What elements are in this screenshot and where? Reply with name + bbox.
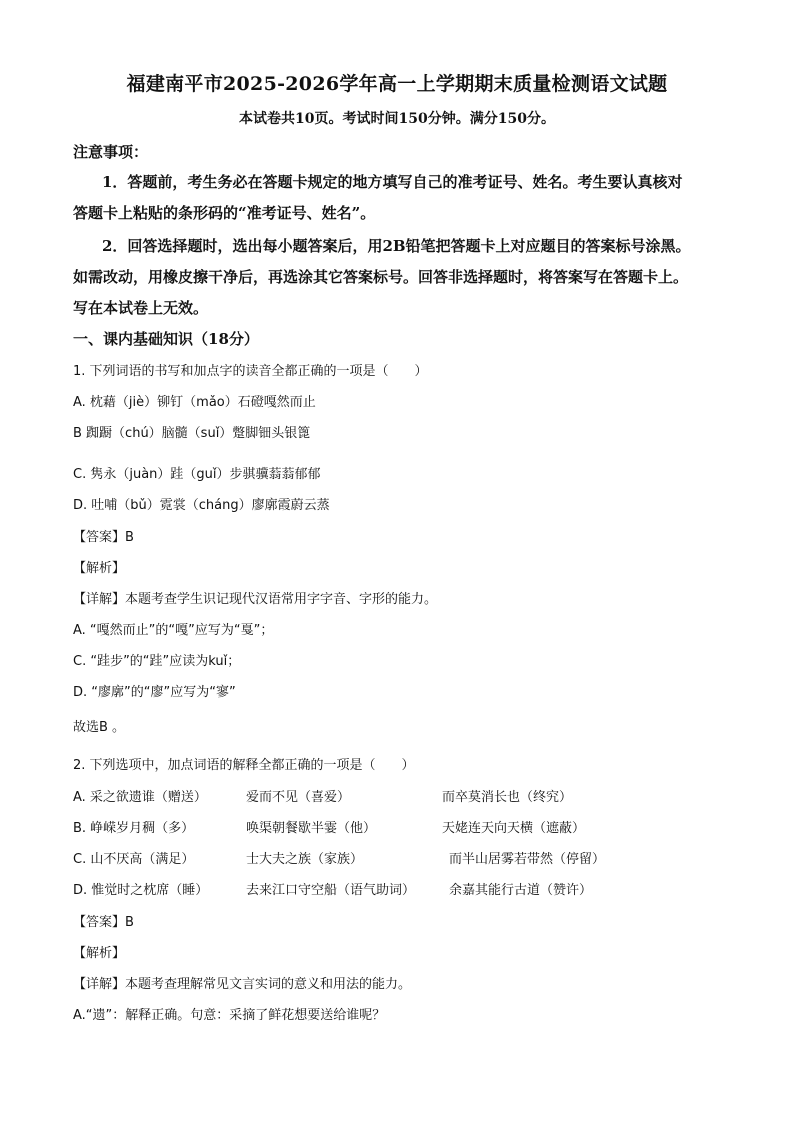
question-1-answer: 【答案】B <box>73 530 134 545</box>
notice-item-1-cont: 答题卡上粘贴的条形码的“准考证号、姓名”。 <box>73 204 376 222</box>
section-heading: 一、课内基础知识（18分） <box>73 330 259 348</box>
question-2-option-c-part-1: C. 山不厌高（满足） <box>73 852 195 867</box>
question-1-option-a: A. 枕藉（jiè）铆钉（mǎo）石磴嘎然而止 <box>73 395 316 410</box>
question-1-detail: 【详解】本题考查学生识记现代汉语常用字字音、字形的能力。 <box>73 592 438 607</box>
question-1-option-d: D. 吐哺（bǔ）霓裳（cháng）廖廓霞蔚云蒸 <box>73 498 330 513</box>
question-2-option-b-part-2: 唤渠朝餐歇半霎（他） <box>246 821 377 836</box>
question-2-option-d-part-3: 余嘉其能行古道（赞许） <box>449 883 593 898</box>
question-1-explain-a: A. “嘎然而止”的“嘎”应写为“戛”； <box>73 623 274 638</box>
question-1-option-c: C. 隽永（juàn）跬（guǐ）步骐骥蓊蓊郁郁 <box>73 467 321 482</box>
notice-item-2: 2．回答选择题时，选出每小题答案后，用2B铅笔把答题卡上对应题目的答案标号涂黑。 <box>102 237 691 255</box>
notice-heading: 注意事项： <box>73 143 149 161</box>
question-2-option-c-part-3: 而半山居雾若带然（停留） <box>449 852 606 867</box>
question-2-detail: 【详解】本题考查理解常见文言实词的意义和用法的能力。 <box>73 977 412 992</box>
question-1-conclusion: 故选B 。 <box>73 720 126 735</box>
question-2-option-b-part-1: B. 峥嵘岁月稠（多） <box>73 821 195 836</box>
question-1-analysis: 【解析】 <box>73 561 126 576</box>
question-2-option-b-part-3: 天姥连天向天横（遮蔽） <box>442 821 586 836</box>
question-1-option-b: B 踟蹰（chú）脑髓（suǐ）蹩脚钿头银篦 <box>73 426 311 441</box>
page-title: 福建南平市2025-2026学年高一上学期期末质量检测语文试题 <box>126 73 668 95</box>
question-2-option-d-part-2: 去来江口守空船（语气助词） <box>246 883 416 898</box>
question-2-option-a-part-3: 而卒莫消长也（终究） <box>442 790 573 805</box>
exam-info: 本试卷共10页。考试时间150分钟。满分150分。 <box>239 111 555 127</box>
question-1-explain-d: D. “廖廓”的“廖”应写为“寥” <box>73 685 236 700</box>
question-1-stem: 1. 下列词语的书写和加点字的读音全都正确的一项是（ ） <box>73 364 428 379</box>
notice-item-2-cont: 如需改动，用橡皮擦干净后，再选涂其它答案标号。回答非选择题时，将答案写在答题卡上。 <box>73 268 689 286</box>
notice-item-2-cont2: 写在本试卷上无效。 <box>73 299 209 317</box>
question-2-explain-a: A.“遗”：解释正确。句意：采摘了鲜花想要送给谁呢？ <box>73 1008 386 1023</box>
question-2-option-a-part-1: A. 采之欲遗谁（赠送） <box>73 790 207 805</box>
question-2-option-c-part-2: 士大夫之族（家族） <box>246 852 364 867</box>
question-1-explain-c: C. “跬步”的“跬”应读为kuǐ； <box>73 654 241 669</box>
question-2-option-d-part-1: D. 惟觉时之枕席（睡） <box>73 883 209 898</box>
question-2-answer: 【答案】B <box>73 915 134 930</box>
question-2-analysis: 【解析】 <box>73 946 126 961</box>
question-2-option-a-part-2: 爱而不见（喜爱） <box>246 790 351 805</box>
notice-item-1: 1．答题前，考生务必在答题卡规定的地方填写自己的准考证号、姓名。考生要认真核对 <box>102 173 683 191</box>
question-2-stem: 2. 下列选项中，加点词语的解释全都正确的一项是（ ） <box>73 758 415 773</box>
